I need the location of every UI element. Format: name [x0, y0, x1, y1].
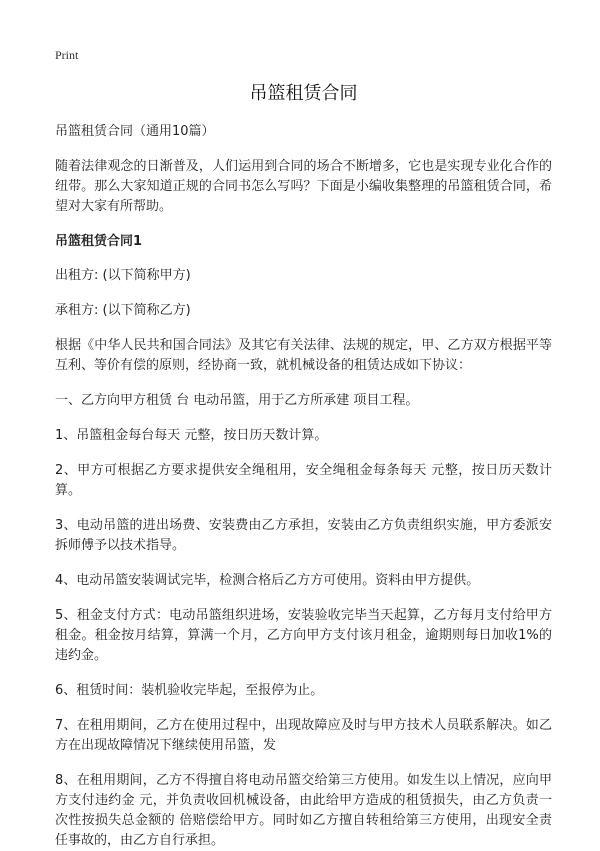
- clause-paragraph: 5、租金支付方式：电动吊篮组织进场，安装验收完毕当天起算，乙方每月支付给甲方租金。租金按月结算，算满一个月，乙方向甲方支付该月租金，逾期则每日加收1%的违约金。: [55, 608, 552, 663]
- lessor-line: 出租方: (以下简称甲方): [55, 268, 191, 283]
- print-label: Print: [55, 48, 79, 62]
- section-heading: 吊篮租赁合同1: [55, 234, 143, 249]
- clause-paragraph: 3、电动吊篮的进出场费、安装费由乙方承担，安装由乙方负责组织实施，甲方委派安拆师傅予以技术指导。: [55, 518, 552, 553]
- clause-paragraph: 4、电动吊篮安装调试完毕，检测合格后乙方方可使用。资料由甲方提供。: [55, 573, 480, 588]
- clause-paragraph: 7、在租用期间，乙方在使用过程中，出现故障应及时与甲方技术人员联系解决。如乙方在出现故障情况下继续使用吊篮，发: [55, 718, 552, 753]
- clause-paragraph: 一、乙方向甲方租赁 台 电动吊篮，用于乙方所承建 项目工程。: [55, 393, 419, 408]
- clause-paragraph: 2、甲方可根据乙方要求提供安全绳租用，安全绳租金每条每天 元整，按日历天数计算。: [55, 463, 552, 498]
- clause-paragraph: 8、在租用期间，乙方不得擅自将电动吊篮交给第三方使用。如发生以上情况，应向甲方支付违约金 元，并负责收回机械设备，由此给甲方造成的租赁损失，由乙方负责一次性按损失总金额的 倍赔偿给甲方。同时如乙方擅自转租给第三方使用，出现安全责任事故的，由乙方自行承担。: [55, 773, 552, 848]
- intro-paragraph: 随着法律观念的日渐普及，人们运用到合同的场合不断增多，它也是实现专业化合作的纽带。那么大家知道正规的合同书怎么写吗？下面是小编收集整理的吊篮租赁合同，希望对大家有所帮助。: [55, 159, 552, 214]
- clause-paragraph: 6、租赁时间：装机验收完毕起，至报停为止。: [55, 683, 324, 698]
- document-subtitle: 吊篮租赁合同（通用10篇）: [55, 124, 215, 139]
- lessee-line: 承租方: (以下简称乙方): [55, 303, 191, 318]
- clause-paragraph: 1、吊篮租金每台每天 元整，按日历天数计算。: [55, 428, 328, 443]
- preamble-paragraph: 根据《中华人民共和国合同法》及其它有关法律、法规的规定，甲、乙方双方根据平等互利、等价有偿的原则，经协商一致，就机械设备的租赁达成如下协议：: [55, 338, 552, 373]
- document-title: 吊篮租赁合同: [249, 83, 358, 104]
